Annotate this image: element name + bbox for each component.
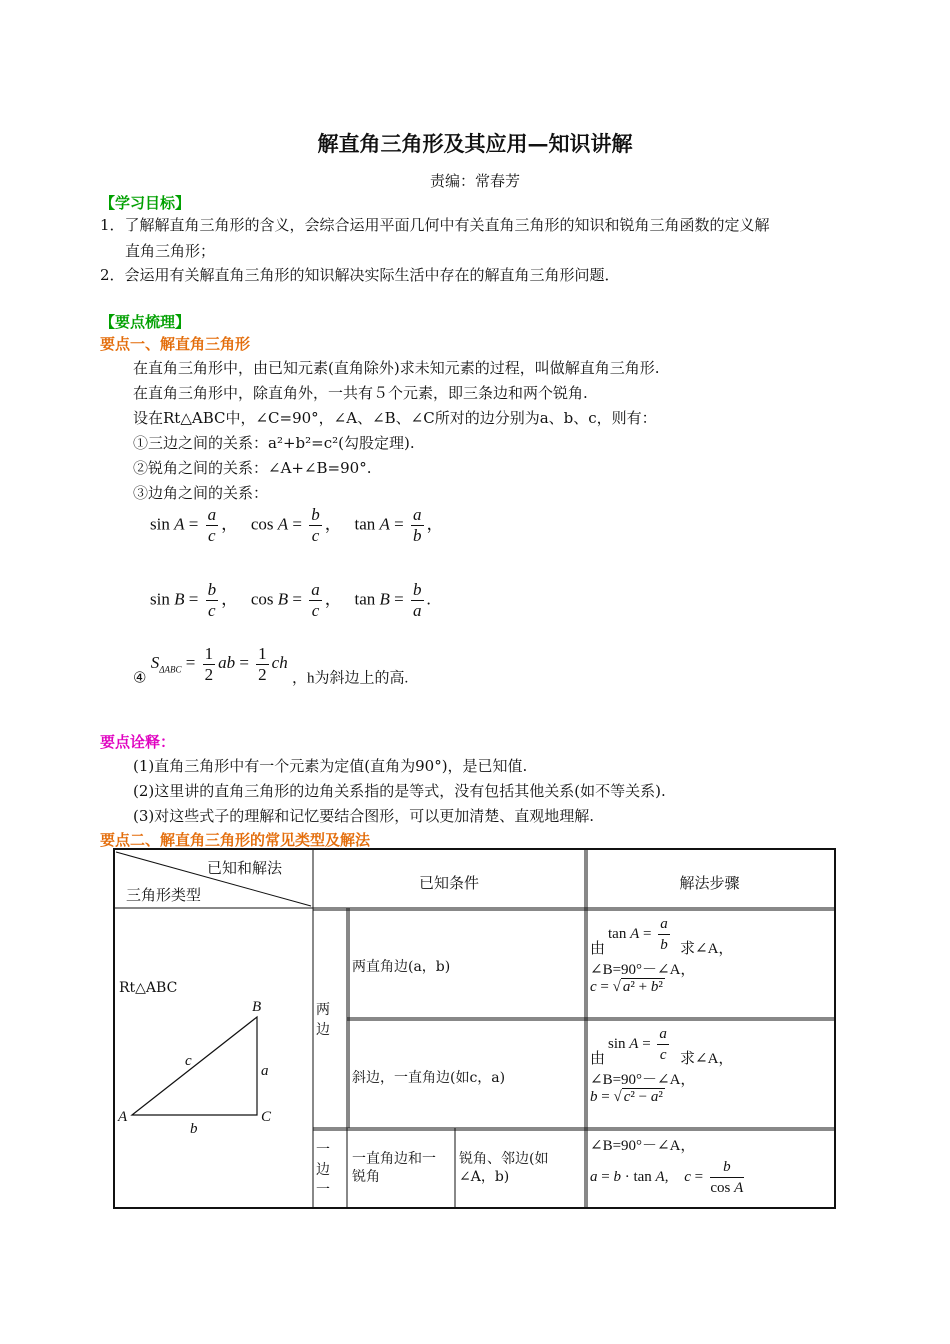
point1-line-1: 在直角三角形中，由已知元素(直角除外)求未知元素的过程，叫做解直角三角形. xyxy=(133,359,660,377)
goal-item-2: 2．会运用有关解直角三角形的知识解决实际生活中存在的解直角三角形问题． xyxy=(100,266,620,284)
goal-item-1-cont: 直角三角形； xyxy=(125,242,216,260)
vertex-B: B xyxy=(252,999,262,1015)
col-method-header: 解法步骤 xyxy=(679,874,740,892)
vertex-C: C xyxy=(261,1109,272,1125)
page-title: 解直角三角形及其应用—知识讲解 xyxy=(317,131,633,156)
row3-method-angleB: ∠B=90°－∠A， xyxy=(590,1138,696,1154)
note-heading: 要点诠释： xyxy=(100,733,176,751)
side-b: b xyxy=(190,1121,198,1135)
row1-method-you: 由 xyxy=(590,941,606,957)
point1-line-5: ②锐角之间的关系：∠A+∠B=90°. xyxy=(133,459,372,477)
row1-method-angleB: ∠B=90°－∠A， xyxy=(590,962,696,978)
row3-known-a: 一直角边和一锐角 xyxy=(352,1151,436,1185)
row3-method: ∠B=90°－∠A， a = b · tan A, c = $\frac{b}{\text{cos A}}$ xyxy=(590,1134,747,1198)
group-two-sides: 两边 xyxy=(316,1002,330,1038)
diag-header-top: 已知和解法 xyxy=(207,859,283,877)
side-c: c xyxy=(185,1053,192,1069)
formula4-suffix: ，h为斜边上的高. xyxy=(291,670,409,687)
formula-row-B: sin B = $\frac{b}{c}$ ， cos B = $\frac{a}{c}$ ， tan B = $\frac{b}{a}$ . xyxy=(150,580,431,620)
point1-heading: 要点一、解直角三角形 xyxy=(100,335,251,353)
col-known-header: 已知条件 xyxy=(418,874,479,892)
formula-area: ④ $S_{\Delta ABC}$ = $\frac{1}{2}$ ab = $\frac{1}{2}$ ch ，h为斜边上的高. xyxy=(133,644,409,687)
triangle-label: Rt△ABC xyxy=(119,980,178,996)
point1-line-4: ①三边之间的关系：a²+b²=c²(勾股定理). xyxy=(133,434,415,452)
diag-header-bottom: 三角形类型 xyxy=(126,886,202,904)
row3-known-b: 锐角、邻边(如∠A，b) xyxy=(459,1151,549,1185)
row2-method: sin A = $\frac{a}{c}$ 由 求∠A， ∠B=90°－∠A， b = √ c² − a² xyxy=(590,1026,734,1105)
row1-known: 两直角边(a，b) xyxy=(352,959,451,975)
goal-item-1: 1．了解解直角三角形的含义，会综合运用平面几何中有关直角三角形的知识和锐角三角函数的定义解 xyxy=(100,216,770,234)
row2-known: 斜边，一直角边(如c，a) xyxy=(352,1070,506,1086)
row1-method: tan A = $\frac{a}{b}$ 由 求∠A， ∠B=90°－∠A， c = √ a² + b² xyxy=(590,916,734,995)
note-3: (3)对这些式子的理解和记忆要结合图形，可以更加清楚、直观地理解. xyxy=(133,807,595,825)
side-a: a xyxy=(261,1063,269,1079)
author-line: 责编：常春芳 xyxy=(429,172,520,190)
vertex-A: A xyxy=(118,1109,128,1125)
row2-method-angleB: ∠B=90°－∠A， xyxy=(590,1072,696,1088)
note-1: (1)直角三角形中有一个元素为定值(直角为90°)，是已知值. xyxy=(133,757,528,775)
point1-line-6: ③边角之间的关系： xyxy=(133,484,269,502)
point1-line-3: 设在Rt△ABC中，∠C=90°，∠A、∠B、∠C所对的边分别为a、b、c，则有： xyxy=(133,409,657,427)
point1-line-2: 在直角三角形中，除直角外，一共有５个元素，即三条边和两个锐角. xyxy=(133,384,588,402)
note-2: (2)这里讲的直角三角形的边角关系指的是等式，没有包括其他关系(如不等关系). xyxy=(133,782,666,800)
formula4-prefix: ④ xyxy=(133,670,147,687)
points-heading: 【要点梳理】 xyxy=(100,313,191,331)
row2-method-find: 求∠A， xyxy=(680,1051,734,1067)
group-one-side-one: 一边一 xyxy=(316,1142,330,1198)
row1-method-find: 求∠A， xyxy=(680,941,734,957)
triangle-figure xyxy=(115,995,285,1135)
row2-method-you: 由 xyxy=(590,1051,606,1067)
point2-heading: 要点二、解直角三角形的常见类型及解法 xyxy=(100,831,371,849)
formula-row-A: sin A = $\frac{a}{c}$ ， cos A = $\frac{b}{c}$ ， tan A = $\frac{a}{b}$ ， xyxy=(150,505,444,545)
goals-heading: 【学习目标】 xyxy=(100,194,191,212)
